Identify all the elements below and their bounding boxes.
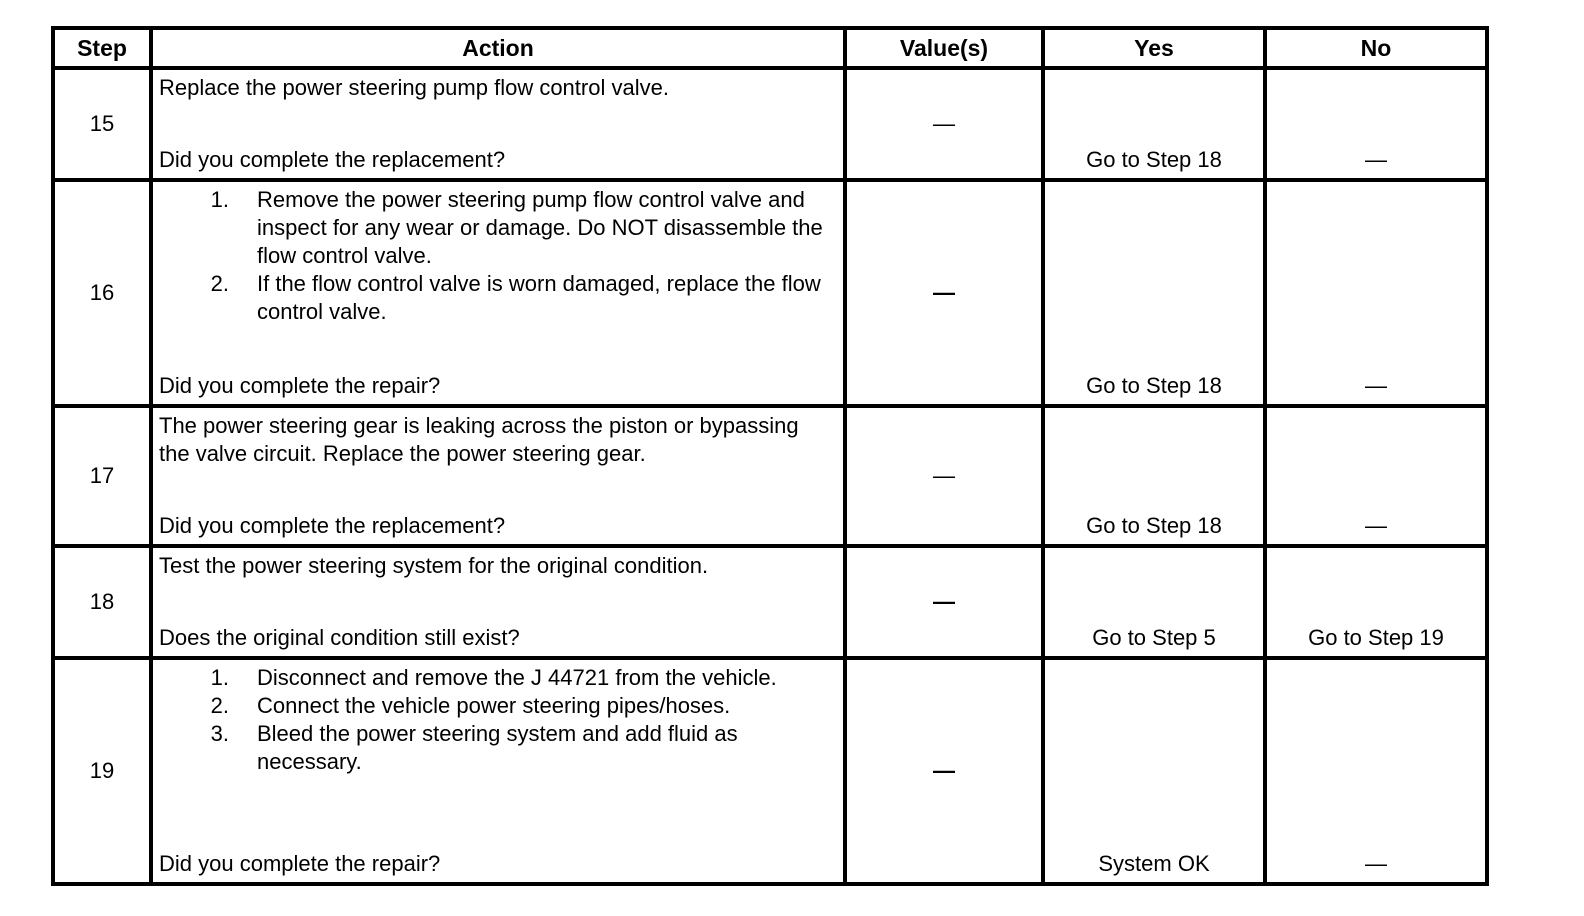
step-index: 3.: [210, 721, 229, 746]
step-index: 2.: [210, 693, 229, 718]
table-row: [53, 68, 1487, 180]
step-number: 15: [53, 68, 151, 180]
action-text: Replace the power steering pump flow control valve.: [159, 75, 669, 100]
list-item: [159, 270, 835, 326]
table-row: [53, 546, 1487, 658]
yes-cell: Go to Step 18: [1043, 68, 1265, 180]
step-index: 2.: [210, 271, 229, 296]
action-question: Did you complete the repair?: [159, 373, 441, 398]
step-text: If the flow control valve is worn damaged, replace the flow control valve.: [257, 271, 821, 324]
list-item: [159, 186, 835, 270]
header-step: Step: [53, 28, 151, 68]
list-item: [159, 692, 835, 720]
value-cell: —: [845, 546, 1043, 658]
no-cell: Go to Step 19: [1265, 546, 1487, 658]
step-index: 1.: [210, 665, 229, 690]
yes-cell: System OK: [1043, 658, 1265, 884]
action-question: Did you complete the repair?: [159, 851, 441, 876]
value-cell: —: [845, 406, 1043, 546]
step-number: 19: [53, 658, 151, 884]
action-text: Test the power steering system for the original condition.: [159, 553, 709, 578]
step-number: 17: [53, 406, 151, 546]
action-cell: [151, 68, 845, 180]
action-cell: [151, 658, 845, 884]
action-text: The power steering gear is leaking across the piston or bypassing the valve circuit. Replace the power steering gear.: [159, 413, 799, 466]
action-steps-list: [159, 186, 835, 326]
value-cell: —: [845, 180, 1043, 406]
diagnostic-table: [51, 26, 1489, 886]
header-row: [53, 28, 1487, 68]
yes-cell: Go to Step 18: [1043, 180, 1265, 406]
step-text: Disconnect and remove the J 44721 from the vehicle.: [257, 665, 777, 690]
value-cell: —: [845, 658, 1043, 884]
step-index: 1.: [210, 187, 229, 212]
yes-cell: Go to Step 5: [1043, 546, 1265, 658]
action-question: Did you complete the replacement?: [159, 147, 506, 172]
list-item: [159, 664, 835, 692]
header-values: Value(s): [845, 28, 1043, 68]
action-cell: [151, 546, 845, 658]
value-cell: —: [845, 68, 1043, 180]
step-text: Remove the power steering pump flow control valve and inspect for any wear or damage. Do NOT disassemble the flow control valve.: [257, 187, 823, 268]
no-cell: —: [1265, 180, 1487, 406]
action-cell: [151, 180, 845, 406]
step-text: Bleed the power steering system and add fluid as necessary.: [257, 721, 738, 774]
yes-cell: Go to Step 18: [1043, 406, 1265, 546]
no-cell: —: [1265, 406, 1487, 546]
no-cell: —: [1265, 68, 1487, 180]
action-cell: [151, 406, 845, 546]
action-question: Does the original condition still exist?: [159, 625, 520, 650]
step-number: 16: [53, 180, 151, 406]
step-text: Connect the vehicle power steering pipes/hoses.: [257, 693, 731, 718]
list-item: [159, 720, 835, 776]
action-question: Did you complete the replacement?: [159, 513, 506, 538]
header-action: Action: [151, 28, 845, 68]
no-cell: —: [1265, 658, 1487, 884]
table-row: [53, 406, 1487, 546]
step-number: 18: [53, 546, 151, 658]
header-yes: Yes: [1043, 28, 1265, 68]
table-row: [53, 658, 1487, 884]
header-no: No: [1265, 28, 1487, 68]
table-row: [53, 180, 1487, 406]
action-steps-list: [159, 664, 835, 776]
